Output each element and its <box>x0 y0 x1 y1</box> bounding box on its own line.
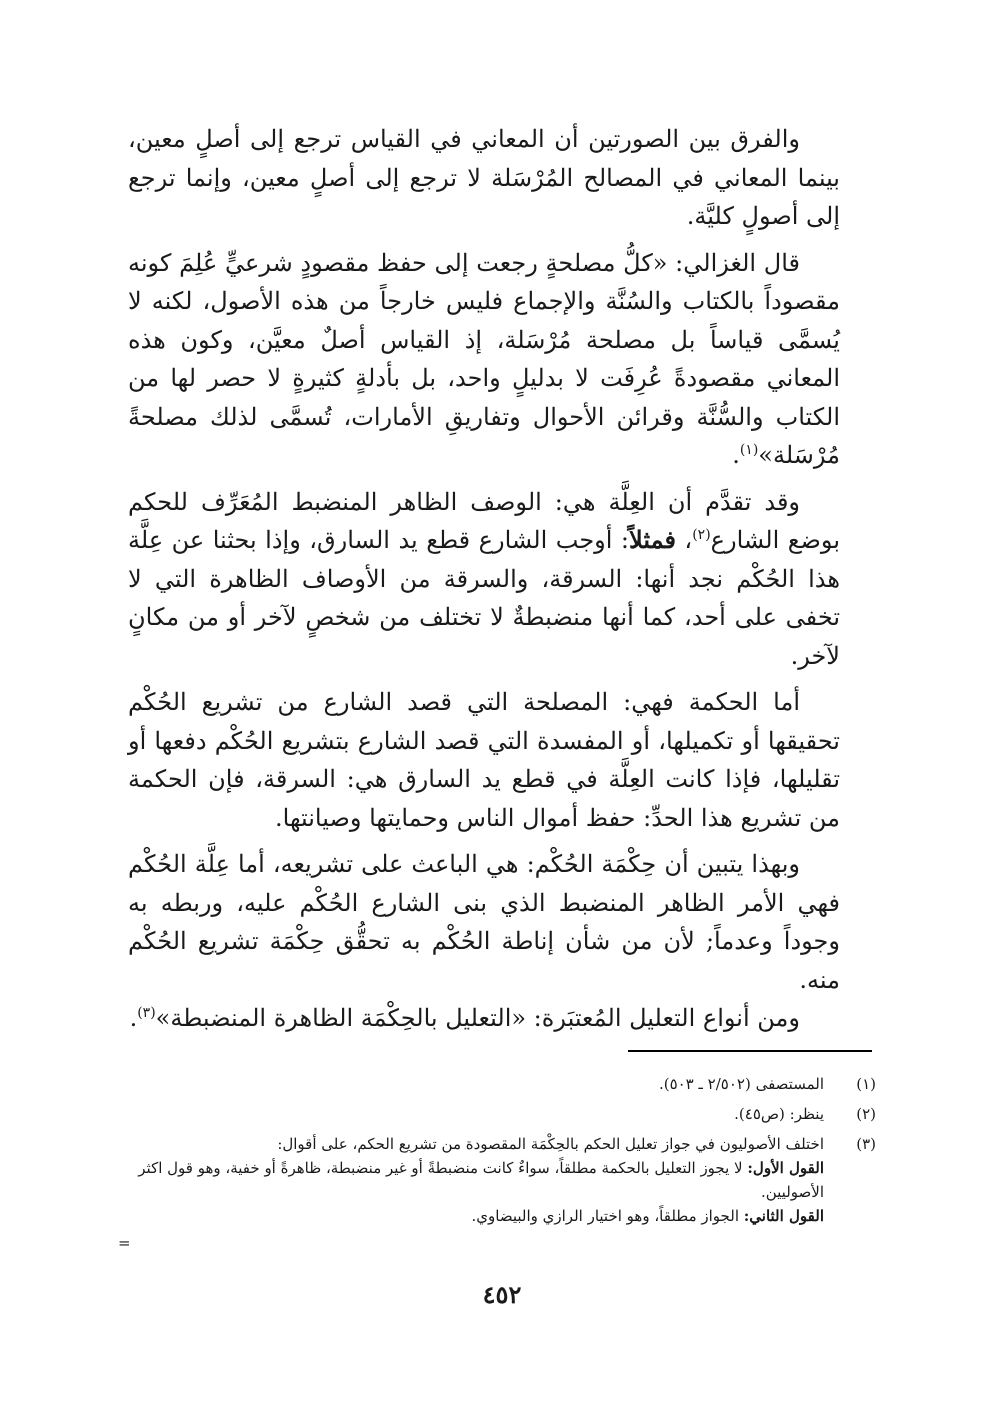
paragraph-6-end: . <box>129 1004 138 1032</box>
paragraph-5 <box>128 845 840 999</box>
footnote-1-number: (١) <box>856 1075 876 1093</box>
footnote-1 <box>128 1072 876 1096</box>
continuation-mark: = <box>118 1234 131 1252</box>
paragraph-2 <box>128 244 840 475</box>
footnotes <box>128 1072 876 1234</box>
paragraph-1 <box>128 120 840 236</box>
paragraph-4 <box>128 683 840 837</box>
footnote-3-second-opinion <box>128 1204 824 1228</box>
paragraph-3-separator: ، <box>675 526 693 554</box>
footnote-ref-3: (٣) <box>137 1005 156 1021</box>
first-opinion-text: لا يجوز التعليل بالحكمة مطلقاً، سواءٌ كانت منضبطةً أو غير منضبطة، ظاهرةً أو خفية، وهو قول اكثر الأصوليين. <box>138 1159 824 1201</box>
paragraph-6 <box>128 999 840 1038</box>
paragraph-1-text: والفرق بين الصورتين أن المعاني في القياس ترجع إلى أصلٍ معين، بينما المعاني في المصالح المُرْسَلة لا ترجع إلى أصلٍ معين، وإنما ترجع إلى أصولٍ كليَّة. <box>128 125 840 230</box>
second-opinion-label: القول الثاني: <box>743 1207 824 1225</box>
footnote-ref-2: (٢) <box>692 527 711 543</box>
paragraph-2-text: قال الغزالي: «كلُّ مصلحةٍ رجعت إلى حفظ مقصودٍ شرعيٍّ عُلِمَ كونه مقصوداً بالكتاب والسُنَّة والإجماع فليس خارجاً من هذه الأصول، لكنه لا يُسمَّى قياساً بل مصلحة مُرْسَلة، إذ القياس أصلٌ معيَّن، وكون هذه المعاني مقصودةً عُرِفَت لا بدليلٍ واحد، بل بأدلةٍ كثيرةٍ لا حصر لها من الكتاب والسُّنَّة وقرائن الأحوال وتفاريقِ الأمارات، تُسمَّى لذلك مصلحةً مُرْسَلة» <box>128 248 840 469</box>
footnote-3-number: (٣) <box>856 1135 876 1153</box>
paragraph-4-text: أما الحكمة فهي: المصلحة التي قصد الشارع من تشريع الحُكْم تحقيقها أو تكميلها، أو المفسدة التي قصد الشارع بتشريع الحُكْم دفعها أو تقليلها، فإذا كانت العِلَّة في قطع يد السارق هي: السرقة، فإن الحكمة من تشريع هذا الحدِّ: حفظ أموال الناس وحمايتها وصيانتها. <box>128 688 840 832</box>
second-opinion-text: الجواز مطلقاً، وهو اختيار الرازي والبيضاوي. <box>471 1207 744 1225</box>
paragraph-5-text: وبهذا يتبين أن حِكْمَة الحُكْم: هي الباعث على تشريعه، أما عِلَّة الحُكْم فهي الأمر الظاهر المنضبط الذي بنى الشارع الحُكْم عليه، وربطه به وجوداً وعدماً; لأن من شأن إناطة الحُكْم به تحقُّق حِكْمَة تشريع الحُكْم منه. <box>128 850 840 994</box>
footnote-2 <box>128 1102 876 1126</box>
footnote-3-first-opinion <box>128 1156 824 1204</box>
paragraph-6-text: ومن أنواع التعليل المُعتبَرة: «التعليل بالحِكْمَة الظاهرة المنضبطة» <box>155 1004 800 1032</box>
footnote-separator <box>628 1050 872 1052</box>
footnote-3 <box>128 1132 876 1228</box>
footnote-1-text: المستصفى (٢/٥٠٢ ـ ٥٠٣). <box>658 1075 824 1093</box>
paragraph-3-text-start: وقد تقدَّم أن العِلَّة هي: الوصف الظاهر المنضبط المُعَرِّف للحكم بوضع الشارع <box>128 487 840 554</box>
page-number: ٤٥٢ <box>482 1280 522 1309</box>
paragraph-3 <box>128 483 840 676</box>
footnote-2-text: ينظر: (ص٤٥). <box>734 1105 824 1123</box>
first-opinion-label: القول الأول: <box>747 1159 824 1177</box>
example-keyword: فمثلاً <box>629 525 676 554</box>
footnote-3-intro: اختلف الأصوليون في جواز تعليل الحكم بالحِكْمَة المقصودة من تشريع الحكم، على أقوال: <box>277 1135 824 1153</box>
footnote-2-number: (٢) <box>856 1105 876 1123</box>
paragraph-2-end: . <box>732 441 740 469</box>
footnote-3-body <box>128 1132 824 1228</box>
paragraph-3-text-end: : أوجب الشارع قطع يد السارق، وإذا بحثنا عن عِلَّة هذا الحُكْم نجد أنها: السرقة، والسرقة من الأوصاف الظاهرة التي لا تخفى على أحد، كما أنها منضبطةٌ لا تختلف من شخصٍ لآخر أو من مكانٍ لآخر. <box>128 526 840 670</box>
footnote-ref-1: (١) <box>739 442 759 458</box>
main-text <box>128 120 840 1046</box>
